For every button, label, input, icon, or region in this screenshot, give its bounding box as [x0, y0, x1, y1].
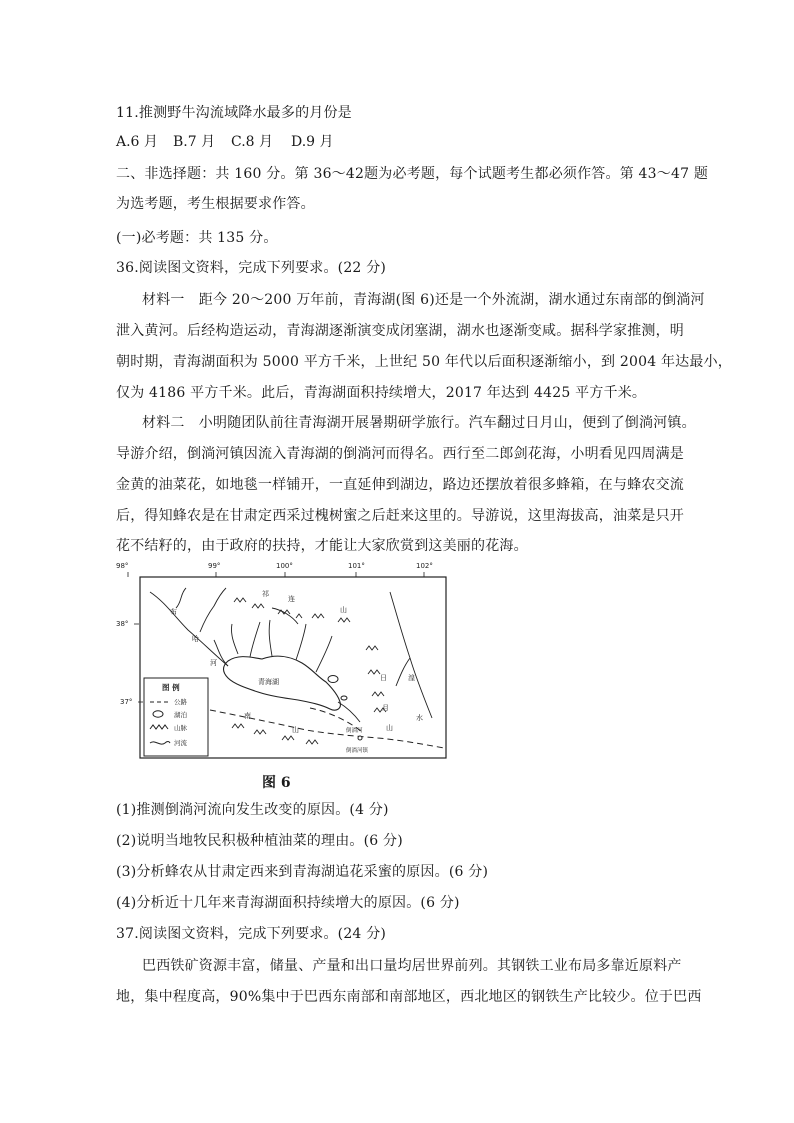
material2-line: 后，得知蜂农是在甘肃定西采过槐树蜜之后赶来这里的。导游说，这里海拔高，油菜是只开 — [116, 508, 684, 524]
small-lake — [341, 696, 347, 700]
lon-label: 98° — [116, 562, 129, 570]
material2-line: 材料二 小明随团队前往青海湖开展暑期研学旅行。汽车翻过日月山，便到了倒淌河镇。 — [142, 415, 696, 431]
huangshui-label: 湟 — [408, 674, 415, 682]
material2-line: 金黄的油菜花，如地毯一样铺开，一直延伸到湖边，路边还摆放着很多蜂箱，在与蜂农交流 — [116, 477, 684, 493]
lat-label: 38° — [116, 620, 129, 628]
legend-label: 河流 — [174, 739, 187, 747]
qinghai-lake — [224, 656, 341, 710]
material2-line: 导游介绍，倒淌河镇因流入青海湖的倒淌河而得名。西行至二郎剑花海，小明看见四周满是 — [116, 446, 684, 462]
legend-lake-symbol — [153, 711, 163, 717]
nanshan-label: 山 — [292, 726, 299, 734]
lon-label: 99° — [208, 562, 221, 570]
lake-label: 青海湖 — [258, 678, 279, 686]
q11-stem: 11.推测野牛沟流域降水最多的月份是 — [116, 105, 352, 121]
q36-title: 36.阅读图文资料，完成下列要求。(22 分) — [116, 260, 387, 276]
figure-caption: 图 6 — [262, 775, 291, 791]
q37-title: 37.阅读图文资料，完成下列要求。(24 分) — [116, 926, 387, 942]
material1-line: 仅为 4186 平方千米。此后，青海湖面积持续增大，2017 年达到 4425 平方千米。 — [116, 385, 647, 401]
option-d: D.9 月 — [291, 134, 334, 150]
daotang-town-label: 倒淌河镇 — [346, 748, 369, 754]
subsection-heading: (一)必考题：共 135 分。 — [116, 230, 278, 246]
qinghai-lake-map — [110, 562, 450, 768]
qilian-label: 山 — [340, 606, 347, 614]
daotang-river-label: 倒淌河 — [346, 728, 363, 734]
lon-label: 101° — [348, 562, 365, 570]
legend-label: 湖泊 — [174, 711, 187, 719]
huangshui-label: 水 — [416, 714, 423, 722]
material2-line: 花不结籽的，由于政府的扶持，才能让大家欣赏到这美丽的花海。 — [116, 538, 528, 554]
q36-subquestion: (4)分析近十几年来青海湖面积持续增大的原因。(6 分) — [116, 895, 460, 911]
legend-title: 图 例 — [162, 683, 180, 692]
section-heading-line1: 二、非选择题：共 160 分。第 36～42题为必考题，每个试题考生都必须作答。第 43～47 题 — [116, 166, 709, 182]
material1-line: 泄入黄河。后经构造运动，青海湖逐渐演变成闭塞湖，湖水也逐渐变咸。据科学家推测，明 — [116, 323, 684, 339]
legend-label: 公路 — [174, 698, 187, 706]
q36-subquestion: (1)推测倒淌河流向发生改变的原因。(4 分) — [116, 802, 389, 818]
material1-line: 材料一 距今 20～200 万年前，青海湖(图 6)还是一个外流湖，湖水通过东南部的倒淌河 — [142, 292, 705, 308]
qilian-label: 祁 — [262, 590, 269, 598]
q37-paragraph-line: 地，集中程度高，90%集中于巴西东南部和南部地区，西北地区的钢铁生产比较少。位于巴西 — [116, 989, 702, 1005]
option-a: A.6 月 — [116, 134, 158, 150]
legend — [144, 678, 208, 756]
town-marker — [358, 736, 362, 740]
material1-line: 朝时期，青海湖面积为 5000 平方千米，上世纪 50 年代以后面积逐渐缩小，到 2004 年达最小， — [116, 354, 732, 370]
buha-river-label: 布 — [170, 608, 177, 616]
small-lake — [328, 676, 338, 683]
q11-options — [116, 132, 348, 152]
buha-river-label: 哈 — [192, 635, 199, 643]
riyue-label: 月 — [382, 704, 389, 712]
lat-label: 37° — [120, 698, 133, 706]
q36-subquestion: (3)分析蜂农从甘肃定西来到青海湖追花采蜜的原因。(6 分) — [116, 864, 489, 880]
riyue-label: 山 — [386, 724, 393, 732]
riyue-label: 日 — [380, 674, 387, 682]
section-heading-line2: 为选考题，考生根据要求作答。 — [116, 196, 315, 212]
q36-subquestion: (2)说明当地牧民积极种植油菜的理由。(6 分) — [116, 833, 403, 849]
option-b: B.7 月 — [173, 134, 216, 150]
q37-paragraph-line: 巴西铁矿资源丰富，储量、产量和出口量均居世界前列。其钢铁工业布局多靠近原料产 — [142, 958, 682, 974]
buha-river-label: 河 — [210, 659, 217, 667]
qilian-label: 连 — [288, 595, 295, 603]
lon-label: 102° — [416, 562, 433, 570]
option-c: C.8 月 — [231, 134, 274, 150]
legend-label: 山脉 — [174, 724, 187, 732]
lon-label: 100° — [276, 562, 293, 570]
nanshan-label: 南 — [244, 712, 251, 720]
